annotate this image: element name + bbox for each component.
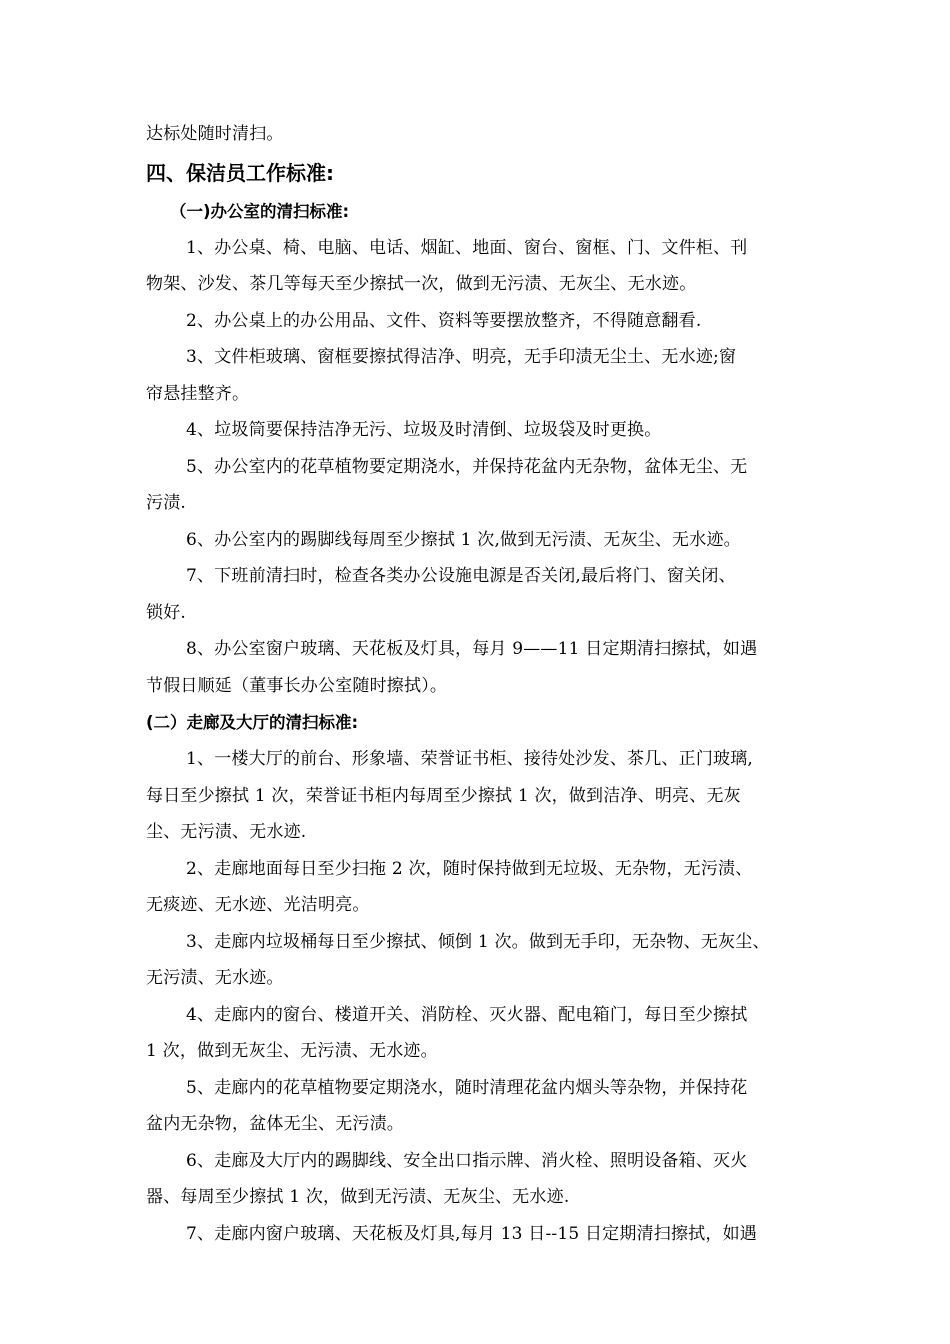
paragraph-line: 帘悬挂整齐。 (146, 383, 250, 404)
paragraph-line: 无污渍、无水迹。 (146, 968, 284, 988)
paragraph-line: 达标处随时清扫。 (146, 124, 284, 144)
paragraph-line: 4、垃圾筒要保持洁净无污、垃圾及时清倒、垃圾袋及时更换。 (186, 420, 662, 440)
document-body (146, 116, 814, 1252)
paragraph-line: 尘、无污渍、无水迹. (146, 822, 307, 842)
paragraph-line: 1、办公桌、椅、电脑、电话、烟缸、地面、窗台、窗框、门、文件柜、刊 (186, 237, 748, 258)
subsection-heading: (二）走廊及大厅的清扫标准: (146, 713, 359, 732)
paragraph-line: 5、走廊内的花草植物要定期浇水，随时清理花盆内烟头等杂物，并保持花 (186, 1077, 748, 1098)
paragraph-line: 1、一楼大厅的前台、形象墙、荣誉证书柜、接待处沙发、茶几、正门玻璃, (186, 749, 754, 769)
paragraph-line: 2、办公桌上的办公用品、文件、资料等要摆放整齐，不得随意翻看. (186, 310, 702, 331)
paragraph-line: 盆内无杂物，盆体无尘、无污渍。 (146, 1114, 404, 1134)
paragraph-line: 6、办公室内的踢脚线每周至少擦拭 1 次,做到无污渍、无灰尘、无水迹。 (186, 529, 741, 550)
paragraph-line: 1 次，做到无灰尘、无污渍、无水迹。 (146, 1041, 438, 1061)
paragraph-line: 3、走廊内垃圾桶每日至少擦拭、倾倒 1 次。做到无手印，无杂物、无灰尘、 (186, 931, 770, 952)
paragraph-line: 3、文件柜玻璃、窗框要擦拭得洁净、明亮，无手印渍无尘土、无水迹;窗 (186, 347, 737, 367)
paragraph-line: 7、下班前清扫时，检查各类办公设施电源是否关闭,最后将门、窗关闭、 (186, 566, 736, 586)
paragraph-line: 8、办公室窗户玻璃、天花板及灯具，每月 9——11 日定期清扫擦拭，如遇 (186, 639, 758, 659)
paragraph-line: 节假日顺延（董事长办公室随时擦拭）。 (146, 675, 448, 696)
paragraph-line: 4、走廊内的窗台、楼道开关、消防栓、灭火器、配电箱门，每日至少擦拭 (186, 1004, 748, 1025)
paragraph-line: 7、走廊内窗户玻璃、天花板及灯具,每月 13 日--15 日定期清扫擦拭，如遇 (186, 1223, 757, 1244)
paragraph-line: 无痰迹、无水迹、光洁明亮。 (146, 895, 370, 915)
paragraph-line: 6、走廊及大厅内的踢脚线、安全出口指示牌、消火栓、照明设备箱、灭火 (186, 1150, 748, 1171)
paragraph-line: 污渍. (146, 493, 187, 513)
subsection-heading: （一)办公室的清扫标准: (170, 201, 350, 221)
paragraph-line: 每日至少擦拭 1 次，荣誉证书柜内每周至少擦拭 1 次，做到洁净、明亮、无灰 (146, 785, 741, 806)
paragraph-line: 物架、沙发、茶几等每天至少擦拭一次，做到无污渍、无灰尘、无水迹。 (146, 274, 697, 294)
paragraph-line: 锁好. (146, 602, 187, 623)
paragraph-line: 2、走廊地面每日至少扫拖 2 次，随时保持做到无垃圾、无杂物，无污渍、 (186, 858, 753, 879)
paragraph-line: 器、每周至少擦拭 1 次，做到无污渍、无灰尘、无水迹. (146, 1187, 570, 1207)
paragraph-line: 5、办公室内的花草植物要定期浇水，并保持花盆内无杂物，盆体无尘、无 (186, 456, 748, 477)
section-heading: 四、保洁员工作标准: (146, 160, 334, 185)
